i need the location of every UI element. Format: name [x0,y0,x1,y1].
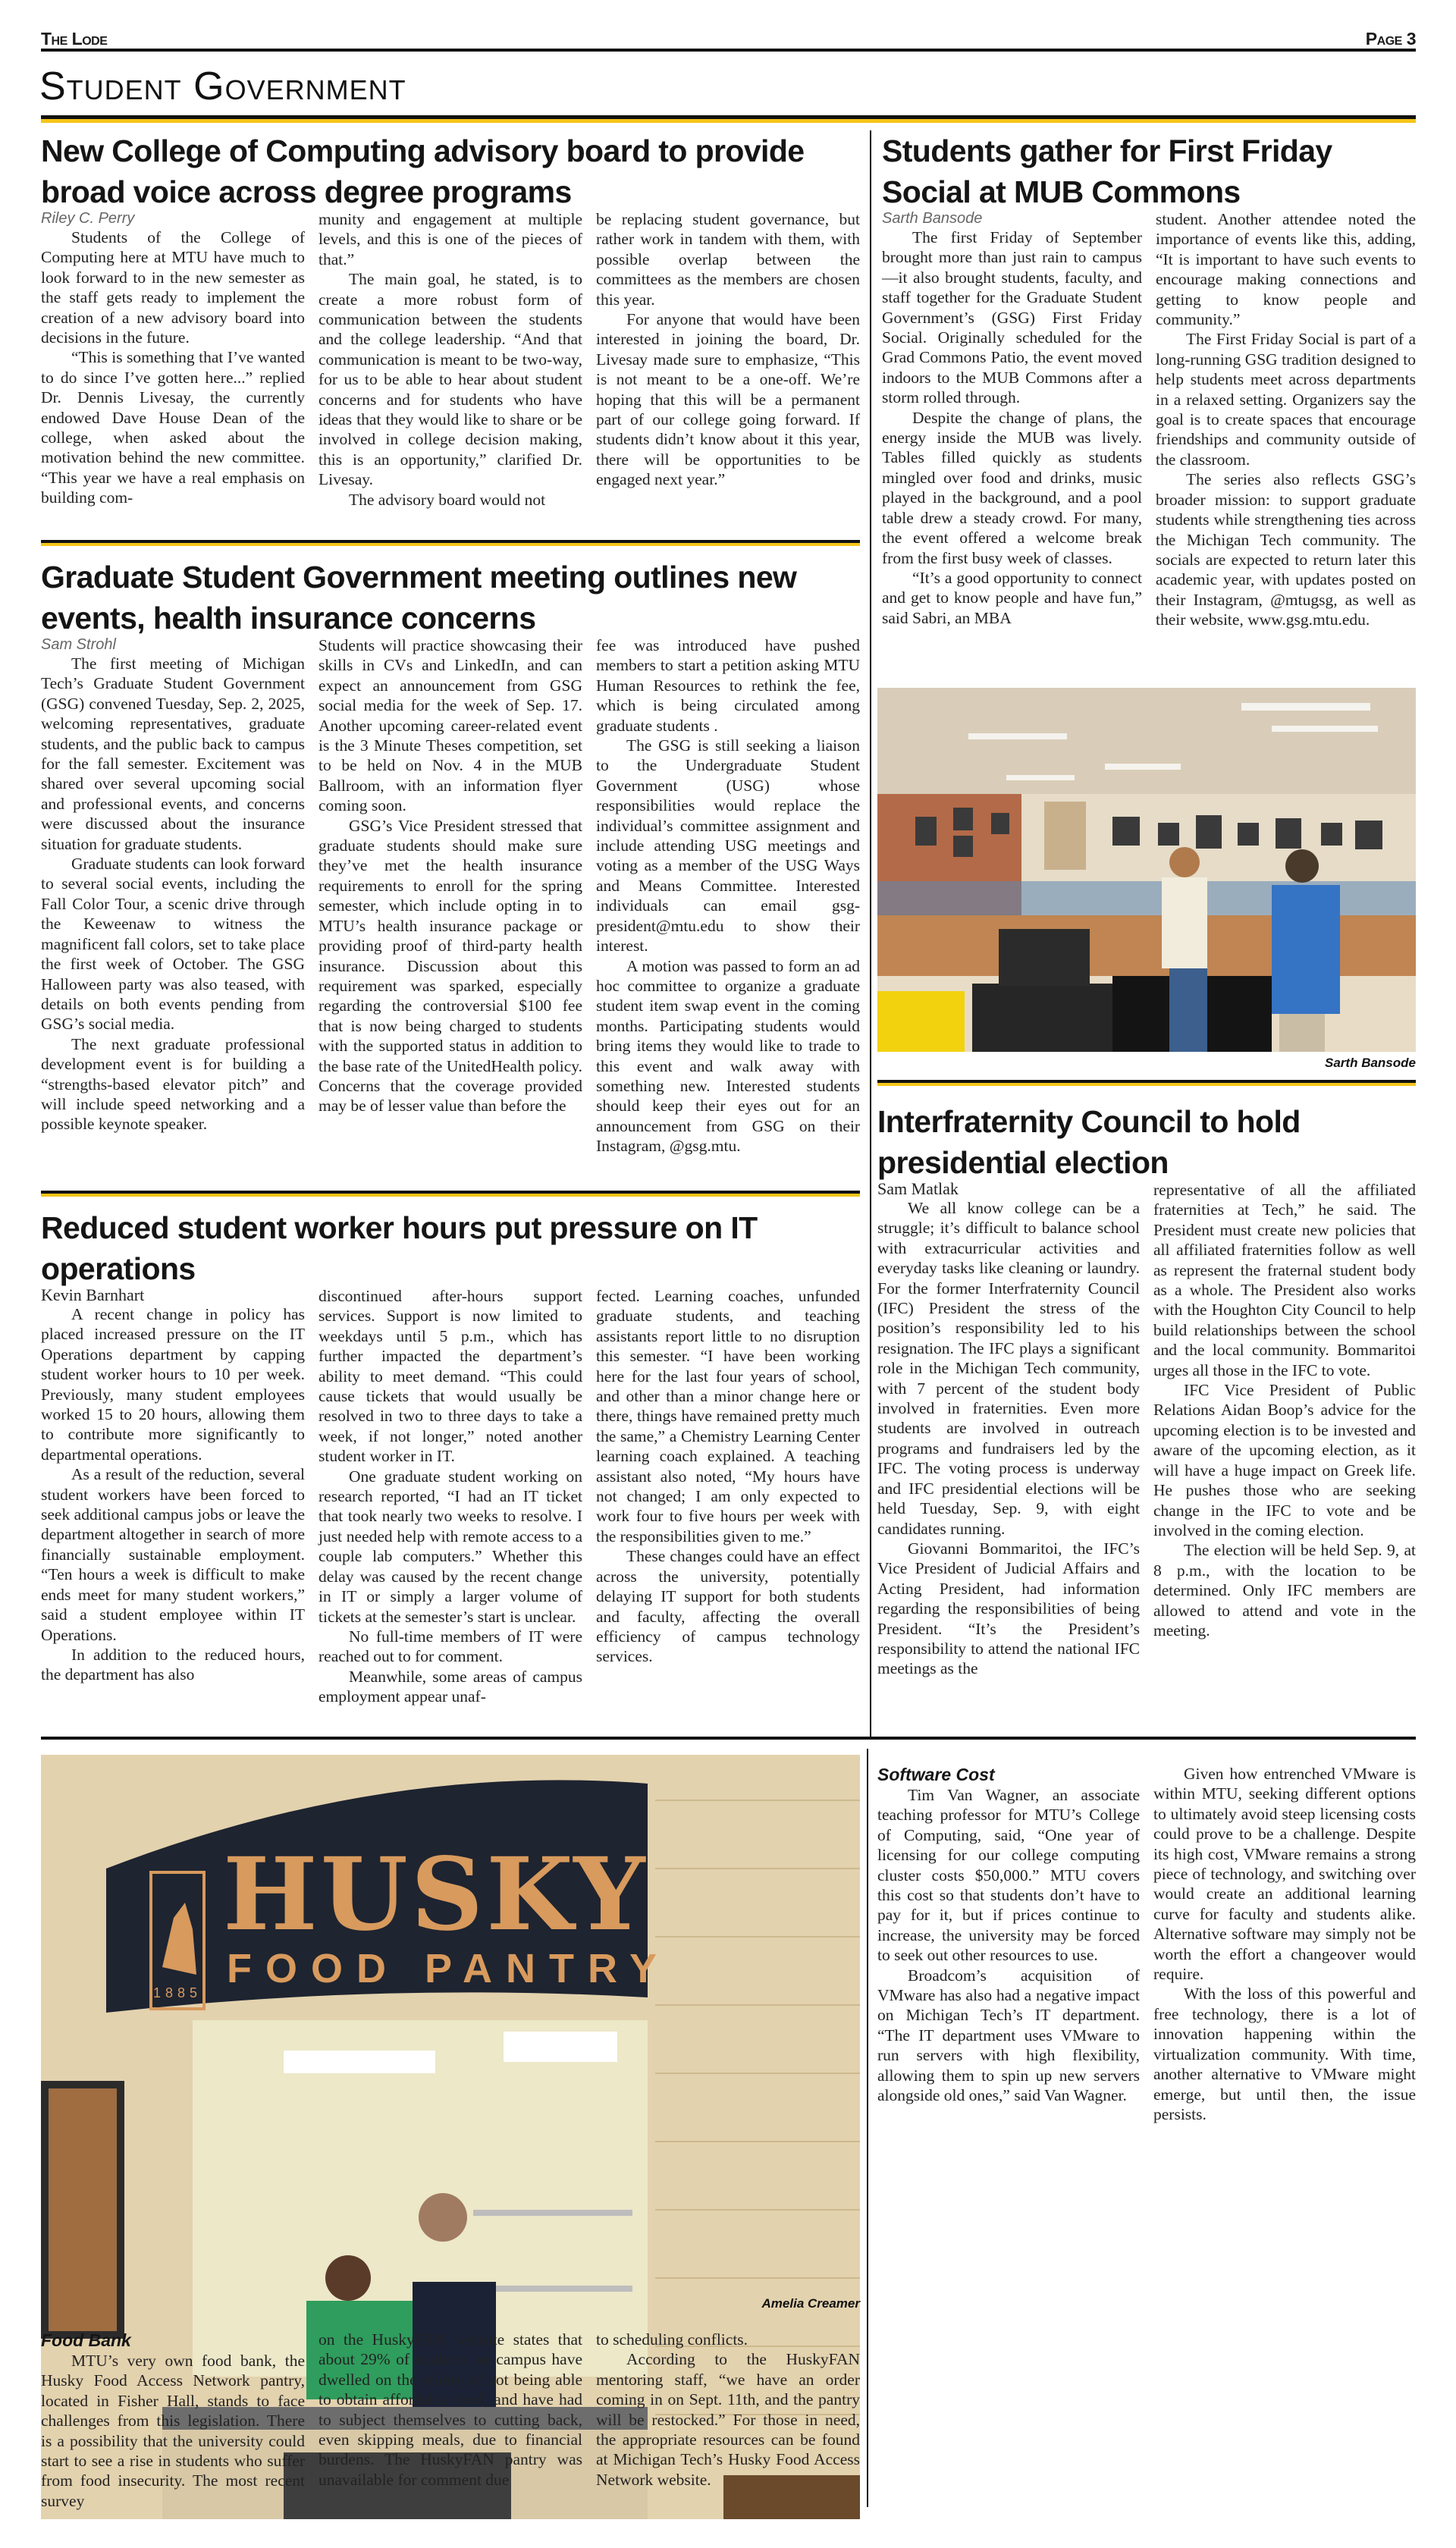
paragraph: Graduate students can look forward to several social events, including the Fall Color Tour, a scenic drive through the Keweenaw to witness the magnificent fall colors, set to take place the first week of October. The GSG Halloween party was also teased, with details on both events pending from GSG’s social media. [41,855,305,1034]
article-gsg-meeting [41,557,860,1156]
article-column [318,2330,582,2511]
paragraph: According to the HuskyFAN mentoring staff, “we have an order coming in on Sept. 11th, and the pantry will be restocked.” For those in need, the appropriate resources can be found at Michigan Tech’s Husky Food Access Network website. [596,2350,860,2489]
article-column [318,635,582,1156]
paragraph: Meanwhile, some areas of campus employment appear unaf- [318,1667,582,1706]
paragraph: The election will be held Sep. 9, at 8 p.m., with the location to be determined. Only IFC members are allowed to attend and vote in the meeting. [1153,1541,1416,1640]
paragraph: A recent change in policy has placed increased pressure on the IT Operations department by capping student worker hours to 10 per week. Previously, many student employees worked 15 to 20 hours, allowing them to contribute more significantly to departmental operations. [41,1305,305,1464]
paragraph: The next graduate professional development event is for building a “strengths-based elevator pitch” and will include speed networking and a possible keynote speaker. [41,1034,305,1134]
paragraph: discontinued after-hours support services. Support is now limited to weekdays until 5 p.m., which has further impacted the department’s ability to meet demand. “This could cause tickets that would usually be resolved in two to three days to take a week, if not longer,” noted another student worker in IT. [318,1287,582,1466]
paragraph: to scheduling conflicts. [596,2330,748,2349]
sign-line2: FOOD PANTRY [227,1946,670,1991]
paragraph: fected. Learning coaches, unfunded graduate students, and teaching assistants report little to no disruption this semester. “I have been working here for the last four years of school, and other than a minor change here or there, things have remained pretty much the same,” a Chemistry Learning Center learning coach explained. A teaching assistant also noted, “My hours have not changed; I am only expected to work four to five hours per week with the responsibilities given to me.” [596,1287,860,1545]
first-friday-photo [877,688,1416,1052]
paragraph: The series also reflects GSG’s broader mission: to support graduate students while strengthening ties across the Michigan Tech community. The socials are expected to return later this academic year, with updates posted on their Instagram, @mtugsg, as well as their website, www.gsg.mtu.edu. [1156,470,1416,629]
article-column [41,2330,305,2511]
paragraph: For anyone that would have been interested in joining the board, Dr. Livesay made sure to emphasize, “This is not meant to be a one-off. We’re hoping that this will be a permanent part of our college going forward. If students didn’t know about it this year, there will be opportunities to be engaged next year.” [596,310,860,489]
publication-name: The Lode [41,29,108,49]
paragraph: Students will practice showcasing their skills in CVs and LinkedIn, and can expect an announcement from GSG social media for the week of Sep. 17. Another upcoming career-related event is the 3 Minute Theses competition, set to be held on Nov. 4 in the MUB Ballroom, with an information flyer coming soon. [318,636,582,815]
article-column [41,1286,305,1707]
headline: Graduate Student Government meeting outlines new events, health insurance concerns [41,560,797,635]
photo-credit: Sarth Bansode [1325,1056,1416,1070]
headline: Students gather for First Friday Social at MUB Commons [882,133,1332,209]
paragraph: With the loss of this powerful and free technology, there is a lot of innovation happening within the virtualization community. With time, another alternative to VMware might emerge, but until then, the issue persists. [1153,1985,1416,2123]
paragraph: The first meeting of Michigan Tech’s Graduate Student Government (GSG) convened Tuesday, Sep. 2, 2025, welcoming representatives, graduate students, and the public back to campus for the fall semester. Excitement was shared over several upcoming social and professional events, and concerns were discussed about the insurance situation for graduate students. [41,654,305,853]
article-it-hours [41,1207,860,1707]
mub-commons-scene [877,688,1416,1052]
paragraph: As a result of the reduction, several student workers have been forced to seek additional campus jobs or leave the department altogether in search of more financially sustainable employment. “Ten hours a week is difficult to make ends meet for many student workers,” said a student employee within IT Operations. [41,1465,305,1644]
paragraph: Giovanni Bommaritoi, the IFC’s Vice President of Judicial Affairs and Acting President, had information regarding the responsibilities of being President. “It’s the President’s responsibility to attend the national IFC meetings as the [877,1539,1140,1678]
column-divider [867,1749,868,2507]
paragraph: “This is something that I’ve wanted to do since I’ve gotten here...” replied Dr. Dennis Livesay, the currently endowed Dave House Dean of the college, when asked about the motivation behind the new committee. “This year we have a real emphasis on building com- [41,348,305,507]
page-number: Page 3 [1365,29,1416,49]
masthead-rule [41,49,1416,52]
subhead: Software Cost [877,1765,995,1784]
paragraph: Despite the change of plans, the energy inside the MUB was lively. Tables filled quickly as students mingled over food and drinks, music played in the background, and a pool table drew a steady crowd. For many, the event offered a welcome break from the first busy week of classes. [882,408,1142,567]
article-column [318,209,582,510]
paragraph: representative of all the affiliated fraternities at Tech,” he said. The President must create new policies that all affiliated fraternities follow as well as represent the fraternal student body as a whole. The President also works with the Houghton City Council to help build relationships between the school and the local community. Bommaritoi urges all those in the IFC to vote. [1153,1181,1416,1379]
paragraph: Given how entrenched VMware is within MTU, seeking different options to ultimately avoid steep licensing costs could prove to be a challenge. Despite its high cost, VMware remains a strong piece of technology, and switching over would create an additional learning curve for faculty and students alike. Alternative software may simply not be worth the effort a changeover would require. [1153,1765,1416,1984]
article-column [1153,1180,1416,1679]
paragraph: Tim Van Wagner, an associate teaching professor for MTU’s College of Computing, said, “One year of licensing for our college computing cluster costs $50,000.” MTU covers this cost so that students don’t have to pay for it, but if prices continue to increase, the university may be forced to seek out other resources to use. [877,1786,1140,1965]
paragraph: A motion was passed to form an ad hoc committee to organize a graduate student item swap event in the coming months. Participating students would bring items they would like to trade to this event and walk away with something new. Interested students should keep their eyes out for an announcement from GSG on their Instagram, @gsg.mtu. [596,956,860,1156]
byline: Sam Matlak [877,1179,959,1198]
masthead [41,29,1416,50]
article-first-friday [882,130,1416,630]
paragraph: MTU’s very own food bank, the Husky Food Access Network pantry, located in Fisher Hall, stands to face challenges from this legislation. There is a possibility that the university could start to see a rise in students who suffer from food insecurity. The most recent survey [41,2352,305,2510]
article-column [41,209,305,510]
byline: Sarth Bansode [882,210,983,227]
article-column [877,1180,1140,1679]
photo-credit: Amelia Creamer [761,2296,860,2311]
paragraph: Broadcom’s acquisition of VMware has also had a negative impact on Michigan Tech’s IT department. “The IT department uses VMware to run servers with high flexibility, allowing them to spin up new servers alongside old ones,” said Van Wagner. [877,1966,1140,2105]
article-food-bank [41,2330,860,2511]
section-title: Student Government [39,64,406,108]
paragraph: GSG’s Vice President stressed that graduate students should make sure they’ve met the health insurance requirements to enroll for the spring semester, which include opting in to MTU’s health insurance package or providing proof of third-party health insurance. Discussion about this requirement was sparked, especially regarding the controversial $100 fee that is now being charged to students with the supported status in addition to the base rate of the UnitedHealth policy. Concerns that the coverage provided may be of lesser value than before the [318,816,582,1116]
headline: New College of Computing advisory board to provide broad voice across degree programs [41,133,805,209]
article-column [596,635,860,1156]
headline: Reduced student worker hours put pressure on IT operations [41,1210,758,1286]
article-rule-gold [877,1083,1416,1086]
article-column [41,635,305,1156]
article-column [596,1286,860,1707]
paragraph: be replacing student governance, but rather work in tandem with them, with possible overlap between the committees as the members are chosen this year. [596,210,860,309]
article-rule-gold [41,1194,860,1197]
column-divider [870,130,871,1738]
paragraph: The advisory board would not [349,490,546,509]
article-column [1156,209,1416,630]
section-rule-gold [41,119,1416,123]
paragraph: The GSG is still seeking a liaison to the Undergraduate Student Government (USG) whose responsibilities would replace the individual’s committee assignment and include attending USG meetings and voting as a member of the USG Ways and Means Committee. Interested individuals can email gsg-president@mtu.edu to show their interest. [596,736,860,956]
paragraph: fee was introduced have pushed members to start a petition asking MTU Human Resources to rethink the fee, which is being circulated among graduate students . [596,636,860,735]
article-software-cost [877,1764,1416,2124]
article-column [318,1286,582,1707]
article-column [596,2330,860,2511]
article-rule-gold [41,543,860,546]
paragraph: munity and engagement at multiple levels, and this is one of the pieces of that.” [318,210,582,268]
headline: Interfraternity Council to hold presidential election [877,1104,1301,1180]
byline: Kevin Barnhart [41,1285,145,1304]
paragraph: One graduate student working on research reported, “I had an IT ticket that took nearly two weeks to resolve. I just needed help with remote access to a couple lab computers.” Whether this delay was caused by the recent change in IT or simply a larger volume of tickets at the semester’s start is unclear. [318,1467,582,1626]
article-column [596,209,860,510]
paragraph: We all know college can be a struggle; it’s difficult to balance school with extracurricular activities and everyday tasks like cleaning or laundry. For the former Interfraternity Council (IFC) President the stress of the position’s responsibility led to his resignation. The IFC plays a significant role in the Michigan Tech community, with 7 percent of the student body involved in fraternities. Even more students are involved in outreach programs and fundraisers led by the IFC. The voting process is underway and IFC presidential elections will be held Tuesday, Sep. 9, with eight candidates running. [877,1199,1140,1538]
byline: Riley C. Perry [41,210,135,227]
paragraph: on the HuskyFAN website states that about 29% of students on campus have dwelled on the reality of not being able to obtain affordable food, and have had to subject themselves to cutting back, even skipping meals, due to financial burdens. The HuskyFAN pantry was unavailable for comment due [318,2330,582,2489]
sign-line1: HUSKY [223,1836,648,1953]
article-ifc-election [877,1101,1416,1679]
paragraph: The First Friday Social is part of a long-running GSG tradition designed to help students meet across departments in a relaxed setting. Organizers say the goal is to create spaces that encourage friendships and community outside of the classroom. [1156,330,1416,469]
paragraph: The main goal, he stated, is to create a more robust form of communication between the students and the college leadership. “And that communication is meant to be two-way, for us to be able to hear about student concerns and for students who have ideas that they would like to share or be involved in college decision making, this is an opportunity,” clarified Dr. Livesay. [318,270,582,489]
article-column [877,1764,1140,2124]
subhead: Food Bank [41,2330,131,2350]
paragraph: IFC Vice President of Public Relations Aidan Boop’s advice for the upcoming election is to be invested and aware of the upcoming election, as it will have a huge impact on Greek life. He pushes those who are seeking change in the IFC to vote and be involved in the coming election. [1153,1381,1416,1539]
paragraph: Students of the College of Computing here at MTU have much to look forward to in the new semester as the staff gets ready to implement the creation of a new advisory board into decisions in the future. [41,228,305,347]
paragraph: In addition to the reduced hours, the department has also [41,1645,305,1684]
paragraph: No full-time members of IT were reached out to for comment. [318,1627,582,1666]
article-advisory-board [41,130,860,510]
sign-year: 1885 [152,1985,202,2000]
byline: Sam Strohl [41,636,116,653]
paragraph: “It’s a good opportunity to connect and get to know people and have fun,” said Sabri, an MBA [882,568,1142,627]
article-column [882,209,1142,630]
paragraph: student. Another attendee noted the importance of events like this, adding, “It is important to have such events to encourage making connections and getting to know people and community.” [1156,210,1416,329]
paragraph: These changes could have an effect across the university, potentially delaying IT support for both students and faculty, affecting the overall efficiency of campus technology services. [596,1547,860,1666]
paragraph: The first Friday of September brought more than just rain to campus—it also brought students, faculty, and staff together for the Graduate Student Government’s (GSG) First Friday Social. Originally scheduled for the Grad Commons Patio, the event moved indoors to the MUB Commons after a storm rolled through. [882,228,1142,407]
section-break-rule [41,1737,1416,1740]
article-column [1153,1764,1416,2124]
